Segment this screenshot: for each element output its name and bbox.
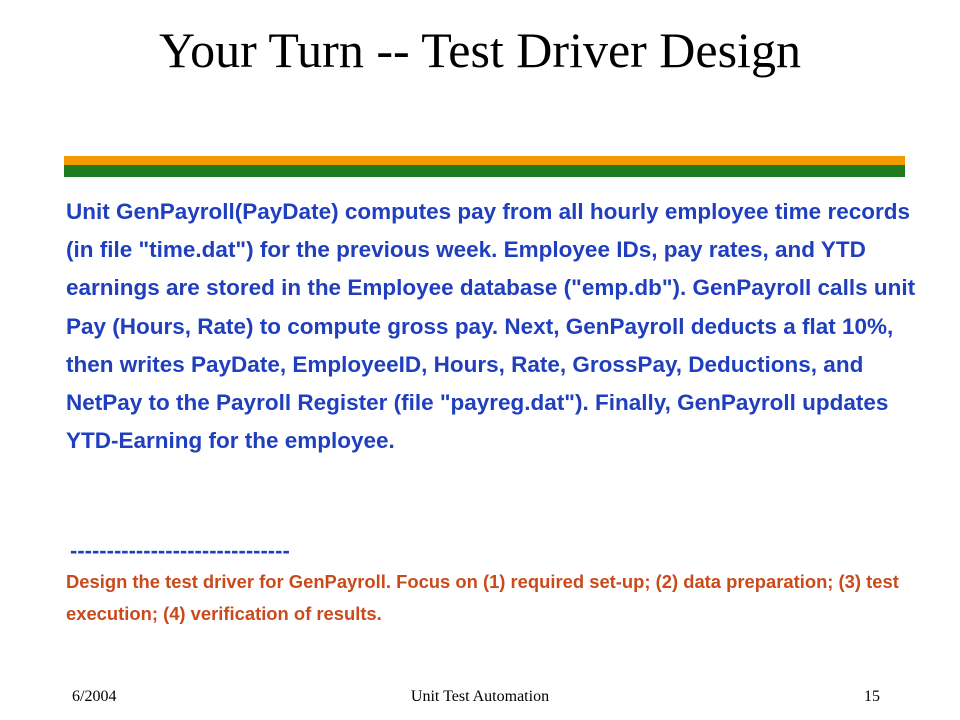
footer-title: Unit Test Automation bbox=[410, 688, 550, 705]
footer-date: 6/2004 bbox=[72, 688, 117, 705]
slide-title: Your Turn -- Test Driver Design bbox=[159, 22, 801, 78]
task-instructions: Design the test driver for GenPayroll. Focus on (1) required set-up; (2) data preparation; (3) test execution; (4) verification of results. bbox=[66, 571, 899, 624]
separator-line: ------------------------------ bbox=[70, 538, 290, 563]
title-rule-green bbox=[64, 165, 905, 177]
page-number: 15 bbox=[864, 688, 880, 705]
title-rule-orange bbox=[64, 156, 905, 165]
problem-description: Unit GenPayroll(PayDate) computes pay from all hourly employee time records (in file "time.dat") for the previous week. Employee IDs, pay rates, and YTD earnings are stored in the Employee database ("emp.db"). GenPayroll calls unit Pay (Hours, Rate) to compute gross pay. Next, GenPayroll deducts a flat 10%, then writes PayDate, EmployeeID, Hours, Rate, GrossPay, Deductions, and NetPay to the Payroll Register (file "payreg.dat"). Finally, GenPayroll updates YTD-Earning for the employee. bbox=[66, 199, 916, 454]
